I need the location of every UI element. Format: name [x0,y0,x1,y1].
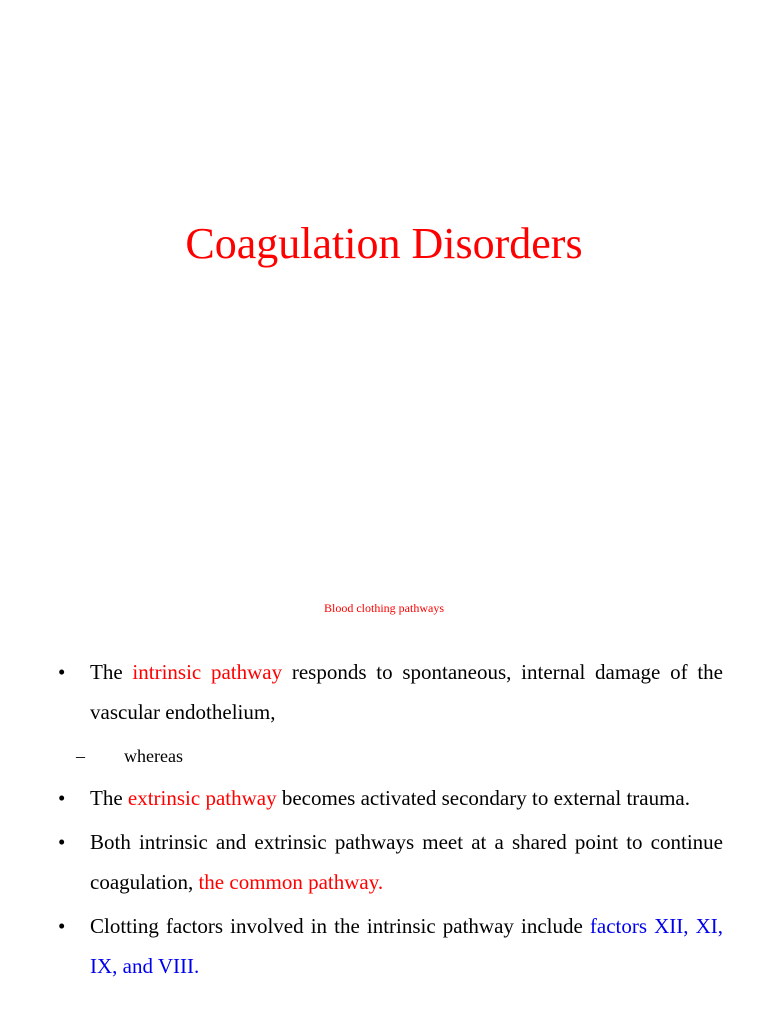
sub-bullet-whereas [0,736,768,778]
sub-bullet-text: whereas [124,746,183,766]
bullet-clotting-factors [0,906,723,986]
bullet-common-pathway [0,822,723,902]
image-caption: Blood clothing pathways [324,601,444,615]
highlight-term: the common pathway. [198,870,384,894]
bullet-marker: • [58,786,66,810]
bullet-extrinsic-pathway [0,778,723,818]
bullet-text [90,778,723,818]
text-segment: Both intrinsic and extrinsic pathways meet at a shared point to continue coagulation, [90,830,723,894]
bullet-text [90,906,723,986]
text-segment: The [90,786,128,810]
highlight-term: factors XII, XI, IX, and VIII. [90,914,723,978]
bullet-marker: • [58,914,66,938]
text-segment: responds to spontaneous, internal damage of the vascular endothelium, [90,660,723,724]
highlight-term: intrinsic pathway [132,660,283,684]
bullet-text [90,652,723,732]
sub-bullet-marker: – [76,746,85,766]
bullet-marker: • [58,660,66,684]
slide-title: Coagulation Disorders [185,219,583,268]
text-segment: Clotting factors involved in the intrinsic pathway include [90,914,590,938]
bullet-marker: • [58,830,66,854]
highlight-term: extrinsic pathway [127,786,277,810]
bullet-list [0,652,768,990]
bullet-intrinsic-pathway [0,652,723,732]
text-segment: becomes activated secondary to external trauma. [276,786,691,810]
text-segment: The [90,660,133,684]
bullet-text [90,822,723,902]
